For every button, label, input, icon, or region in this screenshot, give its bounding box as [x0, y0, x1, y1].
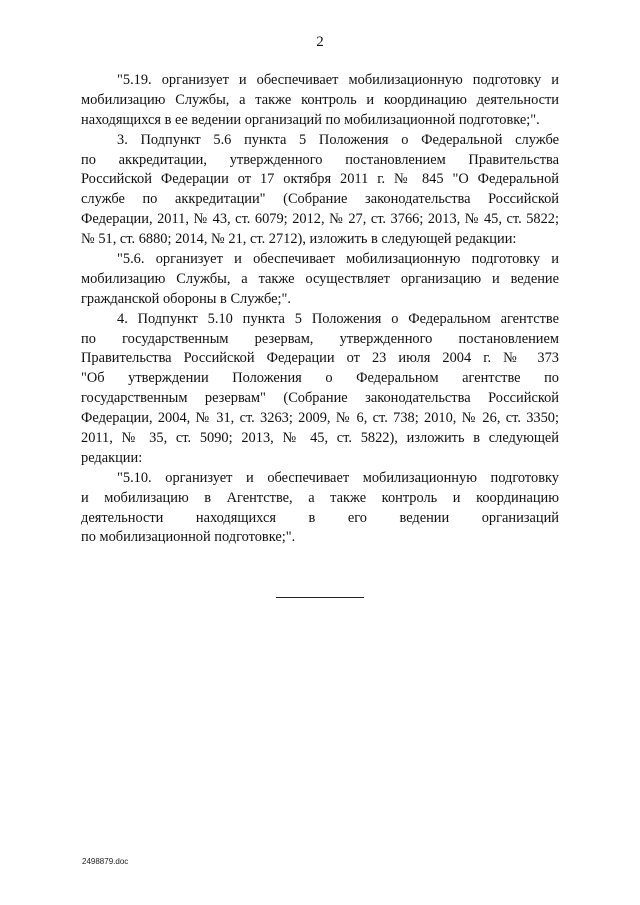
page-number: 2: [316, 34, 324, 50]
text-line: по аккредитации, утвержденного постановлением Правительства: [81, 151, 559, 168]
text-line: "Об утверждении Положения о Федеральном агентстве по: [81, 370, 559, 387]
text-line: по мобилизационной подготовке;".: [81, 529, 296, 546]
text-line: находящихся в ее ведении организаций по мобилизационной подготовке;".: [81, 111, 540, 128]
text-line: № 51, ст. 6880; 2014, № 21, ст. 2712), изложить в следующей редакции:: [81, 231, 517, 248]
document-body: [81, 71, 559, 548]
text-line: и мобилизацию в Агентстве, а также контроль и координацию: [81, 489, 559, 506]
text-line: 2011, № 35, ст. 5090; 2013, № 45, ст. 5822), изложить в следующей: [81, 430, 559, 447]
text-line: мобилизацию Службы, а также контроль и координацию деятельности: [81, 91, 559, 108]
end-of-text-divider: [276, 597, 364, 598]
paragraph-quote-5-6: [81, 250, 559, 310]
text-line: 4. Подпункт 5.10 пункта 5 Положения о Федеральном агентстве: [117, 310, 559, 327]
text-line: Российской Федерации от 17 октября 2011 г. № 845 "О Федеральной: [81, 171, 559, 188]
paragraph-item-3: [81, 131, 559, 250]
text-line: мобилизацию Службы, а также осуществляет организацию и ведение: [81, 270, 559, 287]
paragraph-quote-5-19: [81, 71, 559, 131]
text-line: деятельности находящихся в его ведении организаций: [81, 509, 559, 526]
text-line: Федерации, 2004, № 31, ст. 3263; 2009, № 6, ст. 738; 2010, № 26, ст. 3350;: [81, 410, 559, 427]
text-line: гражданской обороны в Службе;".: [81, 290, 291, 307]
text-line: службе по аккредитации" (Собрание законодательства Российской: [81, 191, 559, 208]
text-line: "5.19. организует и обеспечивает мобилизационную подготовку и: [117, 72, 559, 88]
text-line: государственным резервам" (Собрание законодательства Российской: [81, 390, 559, 407]
paragraph-item-4: [81, 310, 559, 469]
text-line: Правительства Российской Федерации от 23 июля 2004 г. № 373: [81, 350, 559, 367]
text-line: по государственным резервам, утвержденного постановлением: [81, 330, 559, 347]
text-line: "5.10. организует и обеспечивает мобилизационную подготовку: [117, 469, 559, 486]
text-line: Федерации, 2011, № 43, ст. 6079; 2012, № 27, ст. 3766; 2013, № 45, ст. 5822;: [81, 211, 559, 228]
text-line: 3. Подпункт 5.6 пункта 5 Положения о Федеральной службе: [117, 131, 559, 148]
document-file-code: 2498879.doc: [82, 857, 129, 866]
text-line: редакции:: [81, 449, 143, 466]
paragraph-quote-5-10: [81, 469, 559, 549]
text-line: "5.6. организует и обеспечивает мобилизационную подготовку и: [117, 251, 559, 268]
